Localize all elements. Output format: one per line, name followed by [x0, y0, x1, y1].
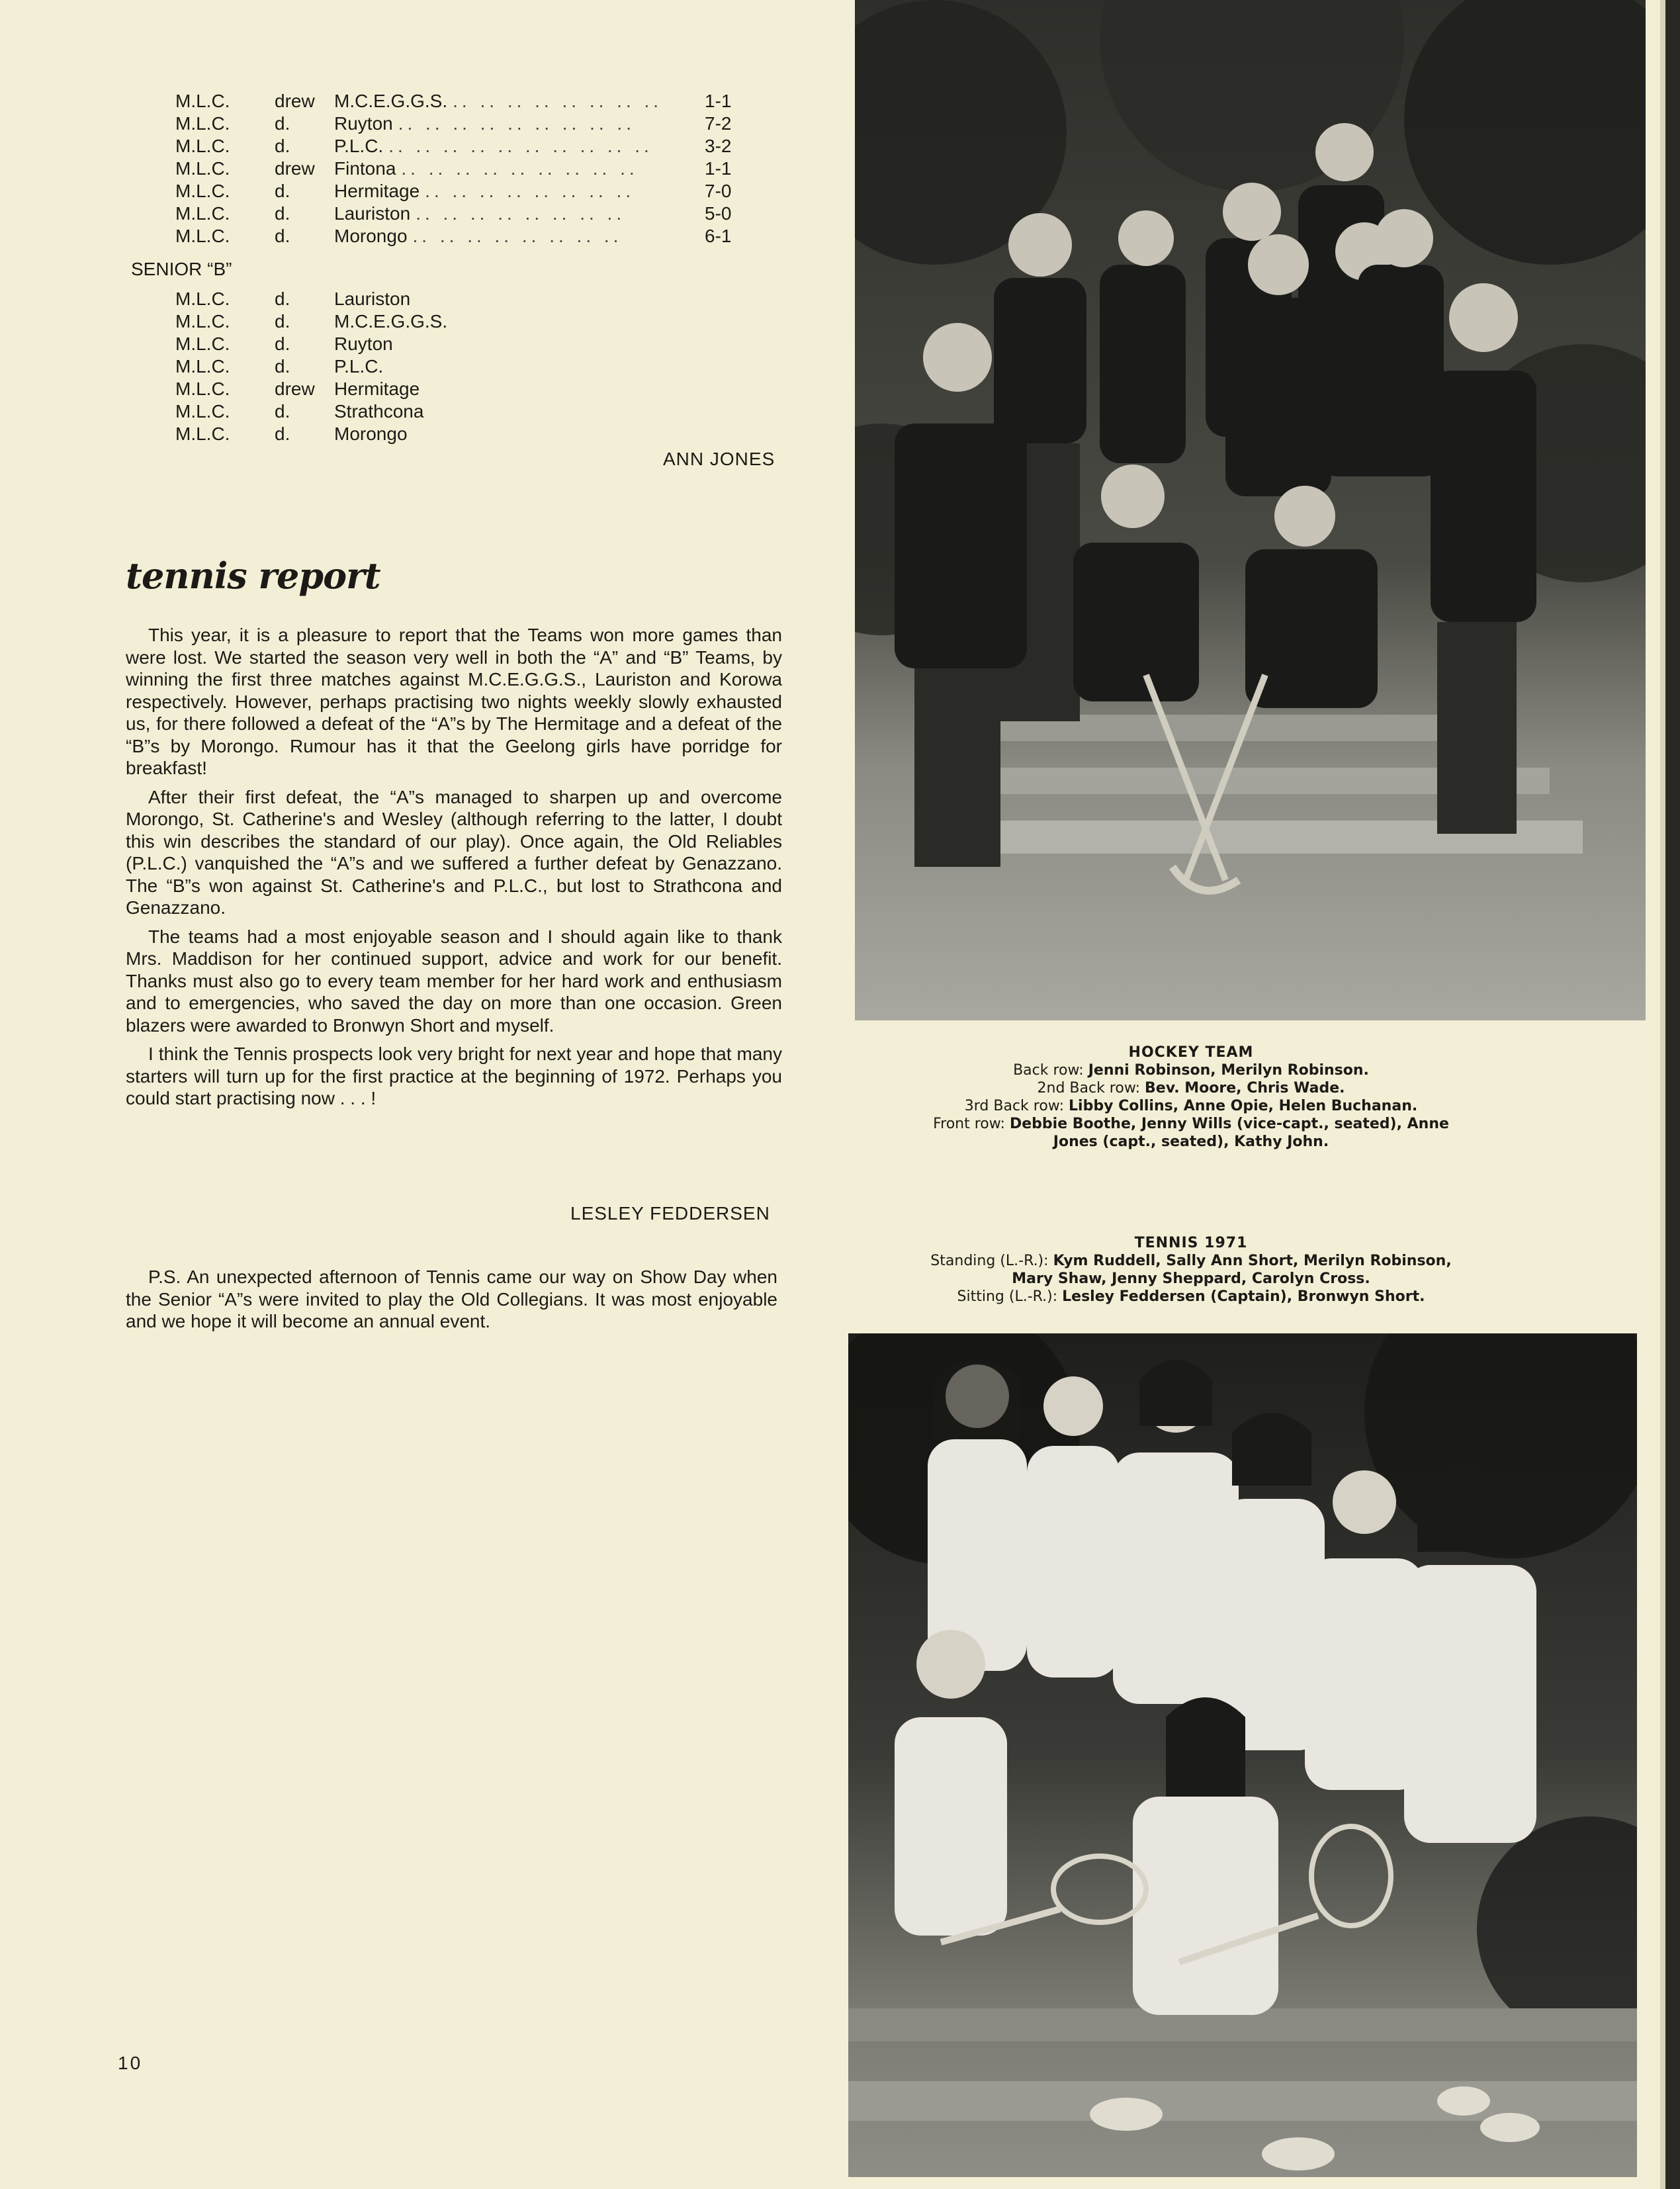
score: 5-0: [705, 203, 732, 224]
score: 3-2: [705, 136, 732, 156]
result-row: [175, 180, 751, 202]
opponent: P.L.C.: [334, 356, 384, 377]
team: M.L.C.: [175, 181, 230, 201]
postscript: [126, 1266, 777, 1339]
team: M.L.C.: [175, 113, 230, 134]
score: 1-1: [705, 158, 732, 179]
verb: d.: [275, 311, 290, 332]
result-row: [175, 288, 447, 310]
verb: d.: [275, 356, 290, 377]
team: M.L.C.: [175, 356, 230, 377]
opponent: Hermitage: [334, 181, 420, 201]
team: M.L.C.: [175, 379, 230, 399]
verb: d.: [275, 334, 290, 354]
paragraph: This year, it is a pleasure to report that the Teams won more games than were lost. We started the season very well in both the “A” and “B” Teams, by winning the first three matches against M.C.E.G.G.S., Lauriston and Korowa respectively. However, perhaps practising two nights weekly slowly exhausted us, for there followed a defeat of the “A”s by The Hermitage and a defeat of the “B”s by Morongo. Rumour has it that the Geelong girls have porridge for breakfast!: [126, 625, 782, 778]
result-row: [175, 400, 447, 423]
tennis-team-photo: [848, 1333, 1637, 2177]
caption-line: [854, 1061, 1528, 1079]
verb: drew: [275, 91, 315, 111]
verb: d.: [275, 203, 290, 224]
team: M.L.C.: [175, 158, 230, 179]
tennis-caption-heading: TENNIS 1971: [1134, 1235, 1248, 1251]
caption-line: [854, 1097, 1528, 1115]
result-row: [175, 202, 751, 225]
hockey-report-author: ANN JONES: [663, 449, 775, 469]
caption-names: Jenni Robinson, Merilyn Robinson.: [1088, 1062, 1369, 1079]
paragraph: I think the Tennis prospects look very bright for next year and hope that many starters will turn up for the first practice at the beginning of 1972. Perhaps you could start practising now . . . !: [126, 1044, 782, 1108]
senior-a-results: [175, 90, 751, 247]
leader-dots: .. .. .. .. .. .. .. .. ..: [398, 113, 635, 134]
caption-line: [854, 1133, 1528, 1151]
caption-line: [854, 1288, 1528, 1306]
leader-dots: .. .. .. .. .. .. .. ..: [453, 91, 663, 111]
score: 7-2: [705, 113, 732, 134]
tennis-photo-drawing: [848, 1333, 1637, 2177]
score: 6-1: [705, 226, 732, 246]
result-row: [175, 225, 751, 247]
result-row: [175, 90, 751, 112]
team: M.L.C.: [175, 424, 230, 444]
caption-names: Kym Ruddell, Sally Ann Short, Merilyn Robinson,: [1053, 1253, 1452, 1269]
opponent: Morongo: [334, 424, 408, 444]
tennis-report-author: LESLEY FEDDERSEN: [570, 1203, 770, 1224]
leader-dots: .. .. .. .. .. .. .. ..: [412, 226, 623, 246]
leader-dots: .. .. .. .. .. .. .. .. ..: [401, 158, 639, 179]
paragraph: The teams had a most enjoyable season and I should again like to thank Mrs. Maddison for her continued support, advice and work for our benefit. Thanks must also go to every team member for her hard work and enthusiasm and to emergencies, who saved the day on more than one occasion. Green blazers were awarded to Bronwyn Short and myself.: [126, 926, 782, 1036]
opponent: P.L.C.: [334, 136, 384, 156]
caption-line: [854, 1079, 1528, 1097]
tennis-report-title: tennis report: [126, 555, 380, 597]
caption-label: 2nd Back row:: [1037, 1080, 1141, 1096]
caption-names: Lesley Feddersen (Captain), Bronwyn Short.: [1062, 1288, 1425, 1305]
page-fold-shadow: [1660, 0, 1665, 2189]
result-row: [175, 112, 751, 135]
postscript-text: P.S. An unexpected afternoon of Tennis came our way on Show Day when the Senior “A”s were invited to play the Old Collegians. It was most enjoyable and we hope it will become an annual event.: [126, 1267, 777, 1331]
team: M.L.C.: [175, 401, 230, 422]
senior-b-heading: SENIOR “B”: [131, 259, 232, 279]
team: M.L.C.: [175, 91, 230, 111]
caption-names: Bev. Moore, Chris Wade.: [1145, 1080, 1345, 1096]
team: M.L.C.: [175, 226, 230, 246]
verb: d.: [275, 226, 290, 246]
caption-line: [854, 1115, 1528, 1133]
caption-label: 3rd Back row:: [964, 1098, 1065, 1114]
paragraph: After their first defeat, the “A”s managed to sharpen up and overcome Morongo, St. Catherine's and Wesley (although referring to the latter, I doubt this win describes the standard of our play). Once again, the Old Reliables (P.L.C.) vanquished the “A”s and we suffered a further defeat by Genazzano. The “B”s won against St. Catherine's and P.L.C., but lost to Strathcona and Genazzano.: [126, 786, 782, 918]
tennis-caption: [854, 1234, 1528, 1306]
caption-names: Libby Collins, Anne Opie, Helen Buchanan.: [1069, 1098, 1418, 1114]
caption-names: Jones (capt., seated), Kathy John.: [1053, 1134, 1329, 1150]
caption-label: Standing (L.-R.):: [930, 1253, 1049, 1269]
result-row: [175, 333, 447, 355]
caption-names: Debbie Boothe, Jenny Wills (vice-capt., seated), Anne: [1009, 1116, 1449, 1132]
caption-label: Front row:: [933, 1116, 1005, 1132]
result-row: [175, 378, 447, 400]
hockey-caption-heading: HOCKEY TEAM: [1128, 1044, 1254, 1061]
verb: d.: [275, 424, 290, 444]
page-edge: [1665, 0, 1680, 2189]
verb: d.: [275, 113, 290, 134]
score: 7-0: [705, 181, 732, 201]
team: M.L.C.: [175, 203, 230, 224]
caption-label: Back row:: [1013, 1062, 1084, 1079]
opponent: Hermitage: [334, 379, 420, 399]
team: M.L.C.: [175, 136, 230, 156]
verb: d.: [275, 181, 290, 201]
verb: d.: [275, 136, 290, 156]
caption-line: [854, 1270, 1528, 1288]
opponent: Fintona: [334, 158, 396, 179]
result-row: [175, 310, 447, 333]
hockey-photo-drawing: [855, 0, 1646, 1020]
result-row: [175, 355, 447, 378]
score: 1-1: [705, 91, 732, 111]
hockey-caption: [854, 1044, 1528, 1151]
opponent: Strathcona: [334, 401, 424, 422]
result-row: [175, 423, 447, 445]
result-row: [175, 135, 751, 157]
page-number: 10: [118, 2053, 143, 2073]
senior-b-results: [175, 288, 447, 445]
verb: d.: [275, 401, 290, 422]
team: M.L.C.: [175, 311, 230, 332]
opponent: M.C.E.G.G.S.: [334, 311, 448, 332]
caption-line: [854, 1252, 1528, 1270]
verb: d.: [275, 289, 290, 309]
leader-dots: .. .. .. .. .. .. .. ..: [416, 203, 626, 224]
opponent: M.C.E.G.G.S.: [334, 91, 448, 111]
team: M.L.C.: [175, 334, 230, 354]
opponent: Lauriston: [334, 203, 411, 224]
hockey-team-photo: [855, 0, 1646, 1020]
result-row: [175, 157, 751, 180]
leader-dots: .. .. .. .. .. .. .. .. .. ..: [388, 136, 653, 156]
caption-label: Sitting (L.-R.):: [957, 1288, 1058, 1305]
opponent: Ruyton: [334, 334, 393, 354]
leader-dots: .. .. .. .. .. .. .. ..: [425, 181, 635, 201]
caption-names: Mary Shaw, Jenny Sheppard, Carolyn Cross.: [1012, 1271, 1370, 1287]
opponent: Ruyton: [334, 113, 393, 134]
verb: drew: [275, 158, 315, 179]
team: M.L.C.: [175, 289, 230, 309]
verb: drew: [275, 379, 315, 399]
opponent: Morongo: [334, 226, 408, 246]
tennis-report-body: [126, 624, 782, 1116]
opponent: Lauriston: [334, 289, 411, 309]
